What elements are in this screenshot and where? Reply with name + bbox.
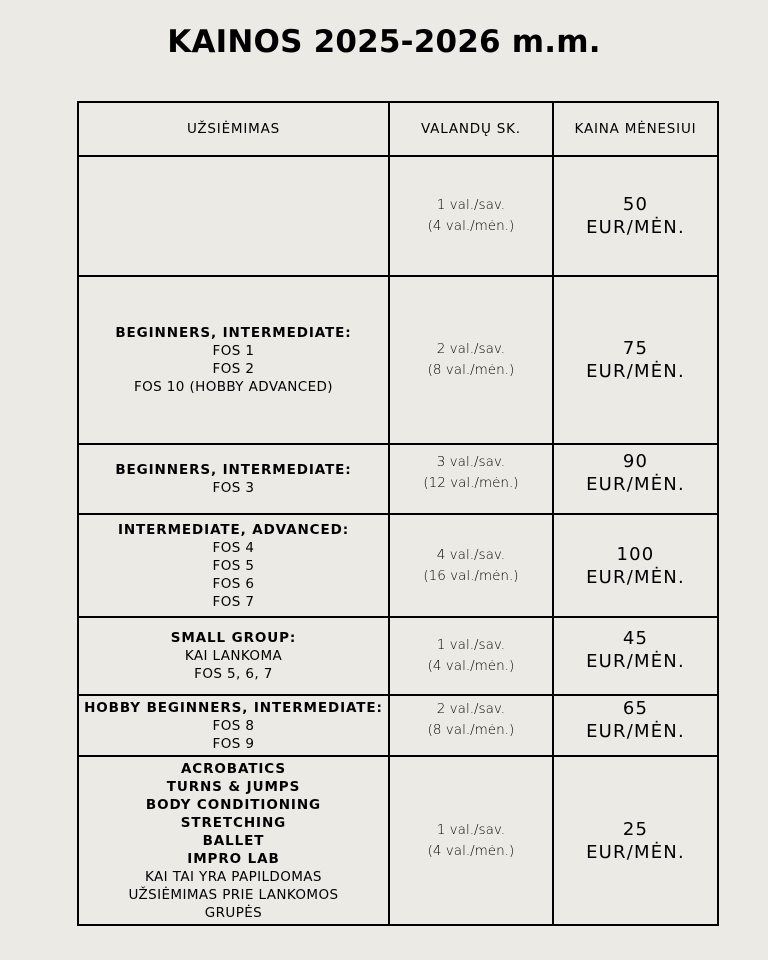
hours-cell xyxy=(389,156,553,276)
activity-cell xyxy=(78,514,389,617)
activity-item: FOS 5 xyxy=(212,557,255,574)
price-amount: 65 xyxy=(622,697,649,719)
hours-per-week: 1 val./sav. xyxy=(436,637,506,653)
activity-group-label: ACROBATICS xyxy=(180,760,286,777)
activity-cell xyxy=(78,695,389,756)
price-cell xyxy=(553,514,718,617)
activity-item: FOS 9 xyxy=(212,735,255,752)
price-table xyxy=(77,101,719,926)
hours-cell xyxy=(389,276,553,444)
price-amount: 90 xyxy=(622,451,649,472)
price-amount: 25 xyxy=(622,818,649,840)
activity-item: UŽSIĖMIMAS PRIE LANKOMOS xyxy=(128,886,339,903)
price-cell xyxy=(553,695,718,756)
activity-cell xyxy=(78,444,389,514)
price-cell xyxy=(553,444,718,514)
hours-cell xyxy=(389,444,553,514)
hours-per-month: (4 val./mėn.) xyxy=(427,658,515,674)
activity-group-label: INTERMEDIATE, ADVANCED: xyxy=(117,521,349,538)
price-unit: EUR/MĖN. xyxy=(586,361,685,382)
hours-per-month: (16 val./mėn.) xyxy=(423,567,519,584)
price-unit: EUR/MĖN. xyxy=(586,720,685,742)
activity-group-label: IMPRO LAB xyxy=(187,850,280,867)
activity-group-label: BEGINNERS, INTERMEDIATE: xyxy=(115,462,352,478)
price-amount: 100 xyxy=(616,543,655,565)
table-row xyxy=(78,756,718,925)
table-row xyxy=(78,444,718,514)
page-title: KAINOS 2025-2026 m.m. xyxy=(167,24,601,60)
header-price: KAINA MĖNESIUI xyxy=(553,102,718,156)
table-row xyxy=(78,276,718,444)
activity-cell xyxy=(78,756,389,925)
activity-group-label: SMALL GROUP: xyxy=(170,630,297,646)
table-row xyxy=(78,695,718,756)
hours-per-month: (8 val./mėn.) xyxy=(427,362,515,378)
hours-per-week: 1 val./sav. xyxy=(436,821,506,838)
hours-per-week: 4 val./sav. xyxy=(436,546,506,563)
table-row xyxy=(78,514,718,617)
activity-group-label: TURNS & JUMPS xyxy=(166,778,301,795)
activity-cell xyxy=(78,156,389,276)
hours-per-week: 1 val./sav. xyxy=(436,197,506,213)
activity-cell xyxy=(78,276,389,444)
hours-cell xyxy=(389,617,553,695)
activity-item: FOS 5, 6, 7 xyxy=(194,666,273,682)
price-cell xyxy=(553,276,718,444)
price-cell xyxy=(553,756,718,925)
activity-item: FOS 8 xyxy=(212,717,255,734)
price-unit: EUR/MĖN. xyxy=(586,217,685,238)
price-amount: 45 xyxy=(622,628,649,649)
activity-item: FOS 1 xyxy=(212,343,255,359)
activity-item: FOS 3 xyxy=(212,480,255,496)
hours-per-month: (8 val./mėn.) xyxy=(427,721,515,738)
hours-per-month: (4 val./mėn.) xyxy=(427,842,515,859)
price-amount: 75 xyxy=(622,338,649,359)
table-body xyxy=(78,156,718,925)
table-row xyxy=(78,617,718,695)
activity-cell xyxy=(78,617,389,695)
hours-cell xyxy=(389,514,553,617)
price-cell xyxy=(553,156,718,276)
hours-per-week: 3 val./sav. xyxy=(436,454,506,470)
activity-group-label: HOBBY BEGINNERS, INTERMEDIATE: xyxy=(84,699,383,716)
table-row xyxy=(78,156,718,276)
price-amount: 50 xyxy=(622,194,649,215)
activity-group-label: STRETCHING xyxy=(180,814,287,831)
header-activity: UŽSIĖMIMAS xyxy=(78,102,389,156)
price-unit: EUR/MĖN. xyxy=(586,651,685,672)
hours-per-week: 2 val./sav. xyxy=(436,341,506,357)
activity-item: GRUPĖS xyxy=(204,904,263,921)
hours-per-week: 2 val./sav. xyxy=(436,700,506,717)
activity-group-label: BALLET xyxy=(202,832,265,849)
activity-item: FOS 6 xyxy=(212,575,255,592)
price-unit: EUR/MĖN. xyxy=(586,841,685,863)
table-header-row xyxy=(78,102,718,156)
price-unit: EUR/MĖN. xyxy=(586,566,685,588)
hours-cell xyxy=(389,695,553,756)
hours-per-month: (12 val./mėn.) xyxy=(423,475,519,491)
activity-group-label: BEGINNERS, INTERMEDIATE: xyxy=(115,325,352,341)
price-cell xyxy=(553,617,718,695)
activity-item: FOS 10 (HOBBY ADVANCED) xyxy=(133,379,333,395)
activity-item: FOS 4 xyxy=(212,539,255,556)
activity-item: KAI LANKOMA xyxy=(184,648,283,664)
hours-cell xyxy=(389,756,553,925)
activity-item: FOS 7 xyxy=(212,593,255,610)
header-hours: VALANDŲ SK. xyxy=(389,102,553,156)
activity-item: KAI TAI YRA PAPILDOMAS xyxy=(145,868,322,885)
hours-per-month: (4 val./mėn.) xyxy=(427,218,515,234)
activity-item: FOS 2 xyxy=(212,361,255,377)
activity-group-label: BODY CONDITIONING xyxy=(145,796,322,813)
price-unit: EUR/MĖN. xyxy=(586,474,685,495)
